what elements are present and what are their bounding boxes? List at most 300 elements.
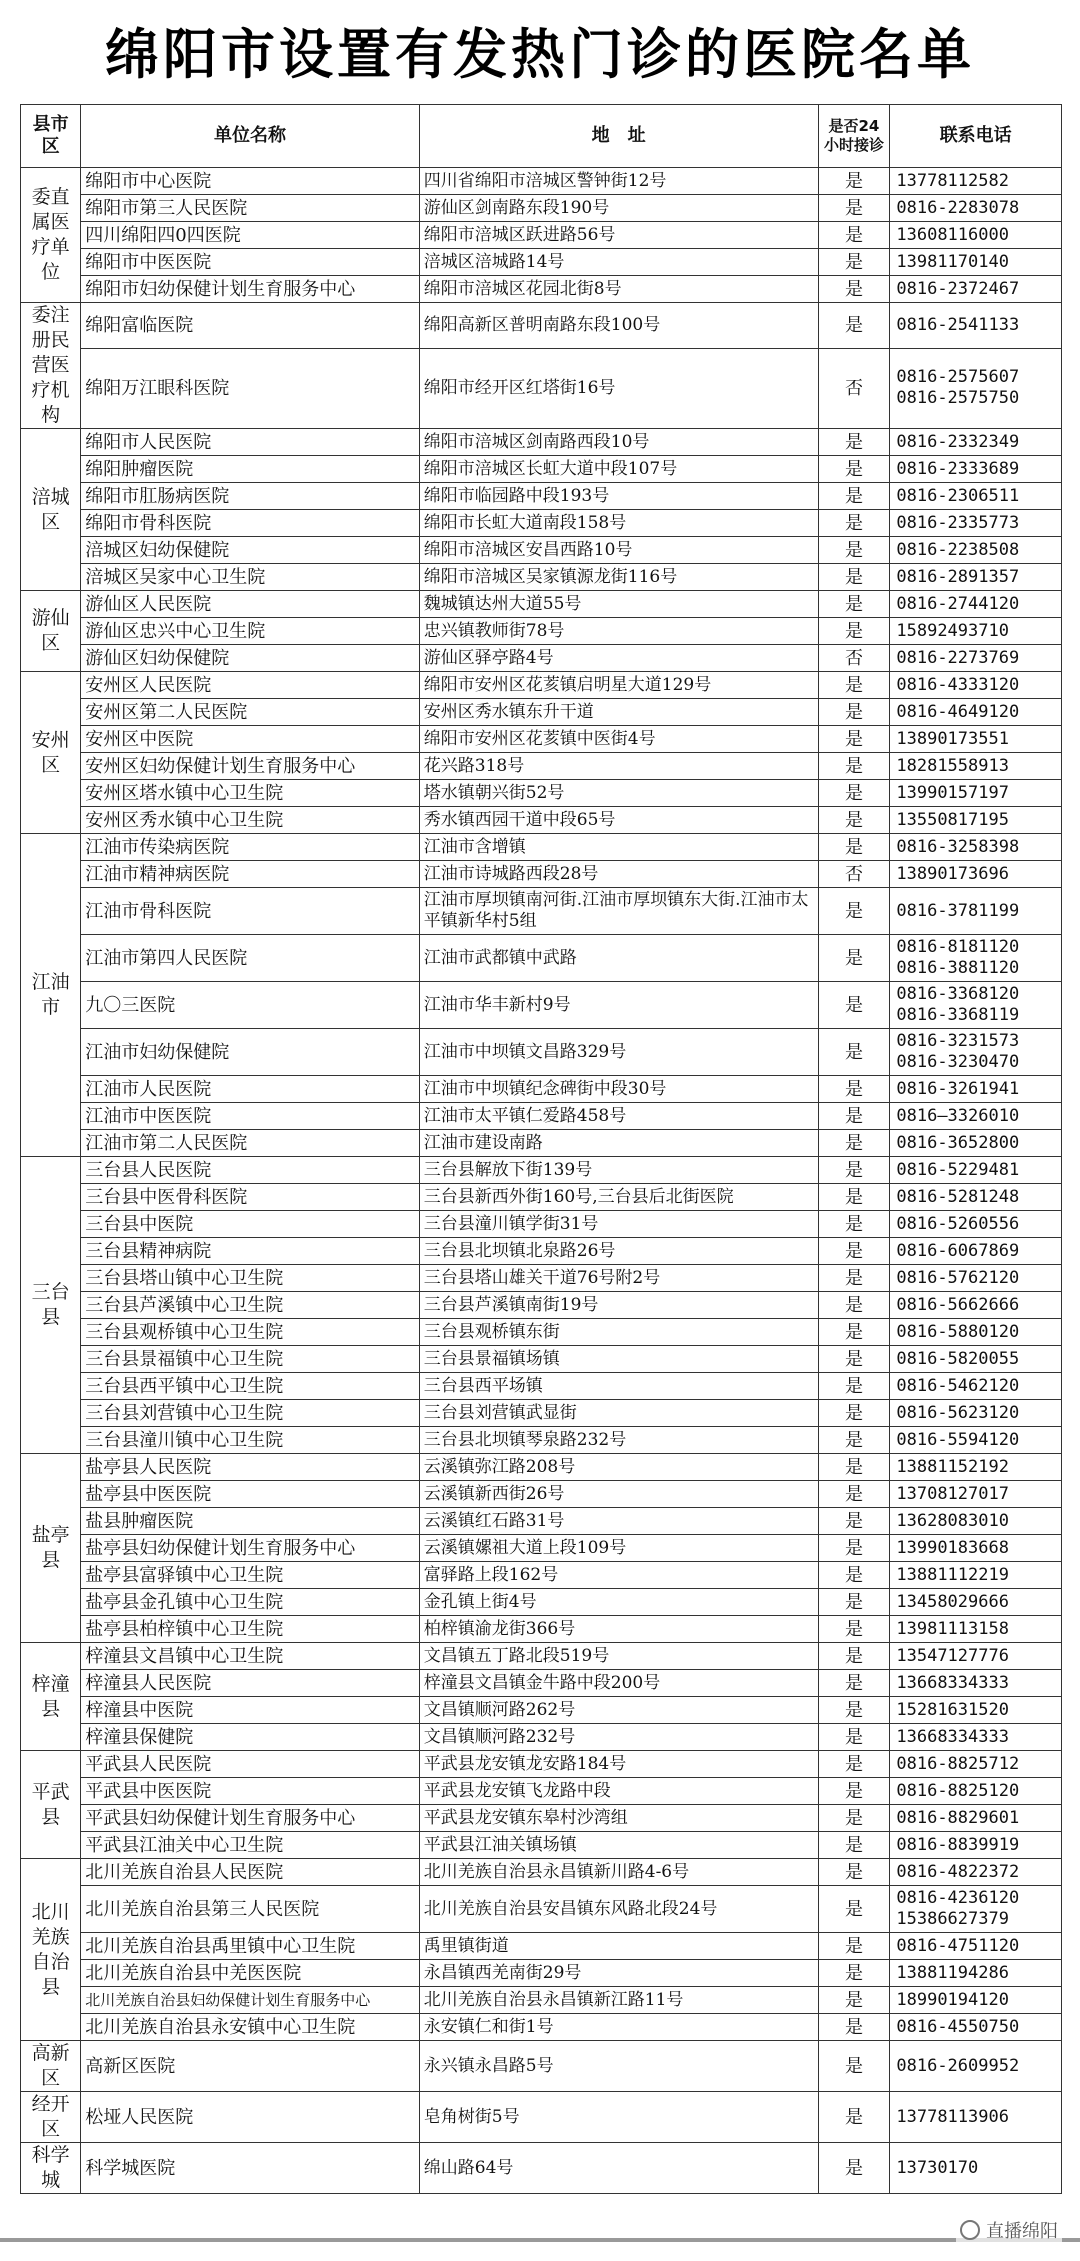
open24-cell: 是: [818, 1508, 890, 1535]
open24-cell: 是: [818, 510, 890, 537]
phone-cell: [890, 672, 1062, 699]
phone-number: 0816-8839919: [896, 1834, 1020, 1855]
open24-cell: 否: [818, 645, 890, 672]
phone-number: 0816-2306511: [896, 485, 1020, 506]
address-cell: 三台县潼川镇学街31号: [419, 1211, 818, 1238]
phone-cell: [890, 276, 1062, 303]
address-cell: 文昌镇顺河路232号: [419, 1724, 818, 1751]
table-row: [21, 1454, 1062, 1481]
table-row: [21, 1960, 1062, 1987]
open24-cell: 是: [818, 483, 890, 510]
phone-number: 0816-3258398: [896, 836, 1020, 857]
phone-number: 0816-3261941: [896, 1078, 1020, 1099]
phone-number: 15281631520: [896, 1699, 1009, 1720]
address-cell: 江油市诗城路西段28号: [419, 861, 818, 888]
unit-name-cell: 盐亭县富驿镇中心卫生院: [81, 1562, 419, 1589]
open24-cell: 是: [818, 1427, 890, 1454]
phone-cell: [890, 1886, 1062, 1933]
phone-number: 13668334333: [896, 1726, 1009, 1747]
phone-number: 13890173696: [896, 863, 1009, 884]
phone-number: 13778113906: [896, 2106, 1009, 2127]
phone-number: 13881152192: [896, 1456, 1009, 1477]
address-cell: 金孔镇上街4号: [419, 1589, 818, 1616]
table-row: [21, 249, 1062, 276]
county-cell: 游仙区: [21, 591, 81, 672]
phone-number: 0816-3781199: [896, 900, 1020, 921]
address-cell: 绵阳市长虹大道南段158号: [419, 510, 818, 537]
open24-cell: 是: [818, 2092, 890, 2143]
phone-number: 13668334333: [896, 1672, 1009, 1693]
phone-number: 0816-3231573: [896, 1031, 1020, 1051]
table-row: [21, 2014, 1062, 2041]
phone-number: 0816-2335773: [896, 512, 1020, 533]
address-cell: 江油市华丰新村9号: [419, 982, 818, 1029]
header-unit: 单位名称: [81, 105, 419, 168]
open24-cell: 是: [818, 456, 890, 483]
open24-cell: 是: [818, 1616, 890, 1643]
table-row: [21, 2143, 1062, 2194]
unit-name-cell: 游仙区忠兴中心卫生院: [81, 618, 419, 645]
phone-number: 13778112582: [896, 170, 1009, 191]
county-cell: 三台县: [21, 1157, 81, 1454]
phone-cell: [890, 982, 1062, 1029]
table-row: [21, 303, 1062, 349]
county-cell: 科学城: [21, 2143, 81, 2194]
phone-number: 0816-5762120: [896, 1267, 1020, 1288]
open24-cell: 是: [818, 1373, 890, 1400]
phone-number: 13881194286: [896, 1962, 1009, 1983]
table-row: [21, 2041, 1062, 2092]
address-cell: 永兴镇永昌路5号: [419, 2041, 818, 2092]
address-cell: 北川羌族自治县永昌镇新江路11号: [419, 1987, 818, 2014]
open24-cell: 是: [818, 1184, 890, 1211]
header-open24: 是否24小时接诊: [818, 105, 890, 168]
address-cell: 塔水镇朝兴街52号: [419, 780, 818, 807]
unit-name-cell: 江油市骨科医院: [81, 888, 419, 935]
phone-cell: [890, 429, 1062, 456]
table-row: [21, 1670, 1062, 1697]
county-cell: 梓潼县: [21, 1643, 81, 1751]
phone-cell: [890, 645, 1062, 672]
open24-cell: 是: [818, 1400, 890, 1427]
phone-number: 0816-4751120: [896, 1935, 1020, 1956]
phone-number: 0816-5281248: [896, 1186, 1020, 1207]
open24-cell: 是: [818, 168, 890, 195]
open24-cell: 是: [818, 1535, 890, 1562]
phone-number: 13458029666: [896, 1591, 1009, 1612]
phone-cell: [890, 699, 1062, 726]
unit-name-cell: 游仙区人民医院: [81, 591, 419, 618]
address-cell: 云溪镇嫘祖大道上段109号: [419, 1535, 818, 1562]
open24-cell: 是: [818, 2014, 890, 2041]
phone-cell: [890, 1987, 1062, 2014]
address-cell: 平武县龙安镇飞龙路中段: [419, 1778, 818, 1805]
table-row: [21, 429, 1062, 456]
unit-name-cell: 北川羌族自治县第三人民医院: [81, 1886, 419, 1933]
phone-number: 0816-2541133: [896, 314, 1020, 335]
unit-name-cell: 江油市传染病医院: [81, 834, 419, 861]
open24-cell: 是: [818, 222, 890, 249]
table-row: [21, 1292, 1062, 1319]
open24-cell: 是: [818, 618, 890, 645]
phone-cell: [890, 888, 1062, 935]
address-cell: 绵阳市涪城区花园北街8号: [419, 276, 818, 303]
table-row: [21, 1184, 1062, 1211]
unit-name-cell: 北川羌族自治县中羌医医院: [81, 1960, 419, 1987]
open24-cell: 是: [818, 699, 890, 726]
phone-number: 13730170: [896, 2157, 979, 2178]
phone-cell: [890, 1535, 1062, 1562]
unit-name-cell: 绵阳万江眼科医院: [81, 348, 419, 428]
phone-cell: [890, 1103, 1062, 1130]
phone-cell: [890, 834, 1062, 861]
phone-cell: [890, 1616, 1062, 1643]
table-row: [21, 1029, 1062, 1076]
address-cell: 江油市中坝镇文昌路329号: [419, 1029, 818, 1076]
table-row: [21, 672, 1062, 699]
county-cell: 高新区: [21, 2041, 81, 2092]
phone-number: 0816-8825120: [896, 1780, 1020, 1801]
open24-cell: 是: [818, 537, 890, 564]
phone-cell: [890, 303, 1062, 349]
phone-cell: [890, 1454, 1062, 1481]
address-cell: 北川羌族自治县安昌镇东风路北段24号: [419, 1886, 818, 1933]
phone-number: 0816-4822372: [896, 1861, 1020, 1882]
phone-number: 13708127017: [896, 1483, 1009, 1504]
unit-name-cell: 盐亭县人民医院: [81, 1454, 419, 1481]
table-row: [21, 1130, 1062, 1157]
open24-cell: 是: [818, 1130, 890, 1157]
unit-name-cell: 平武县人民医院: [81, 1751, 419, 1778]
open24-cell: 是: [818, 1157, 890, 1184]
address-cell: 云溪镇新西街26号: [419, 1481, 818, 1508]
phone-cell: [890, 1778, 1062, 1805]
phone-cell: [890, 726, 1062, 753]
bottom-divider: [0, 2238, 1080, 2242]
unit-name-cell: 涪城区吴家中心卫生院: [81, 564, 419, 591]
open24-cell: 是: [818, 2041, 890, 2092]
unit-name-cell: 九〇三医院: [81, 982, 419, 1029]
phone-number: 0816-8181120: [896, 937, 1020, 957]
address-cell: 忠兴镇教师街78号: [419, 618, 818, 645]
unit-name-cell: 平武县中医医院: [81, 1778, 419, 1805]
table-row: [21, 1481, 1062, 1508]
county-cell: 平武县: [21, 1751, 81, 1859]
unit-name-cell: 高新区医院: [81, 2041, 419, 2092]
table-row: [21, 1373, 1062, 1400]
phone-cell: [890, 1400, 1062, 1427]
phone-cell: [890, 456, 1062, 483]
phone-cell: [890, 1029, 1062, 1076]
table-row: [21, 1319, 1062, 1346]
address-cell: 秀水镇西园干道中段65号: [419, 807, 818, 834]
address-cell: 禹里镇街道: [419, 1933, 818, 1960]
unit-name-cell: 江油市人民医院: [81, 1076, 419, 1103]
phone-number: 0816-5820055: [896, 1348, 1020, 1369]
unit-name-cell: 盐亭县妇幼保健计划生育服务中心: [81, 1535, 419, 1562]
table-row: [21, 645, 1062, 672]
open24-cell: 是: [818, 1987, 890, 2014]
phone-cell: [890, 1508, 1062, 1535]
open24-cell: 是: [818, 672, 890, 699]
wechat-icon: [960, 2220, 980, 2240]
address-cell: 绵阳市安州区花荄镇中医街4号: [419, 726, 818, 753]
unit-name-cell: 科学城医院: [81, 2143, 419, 2194]
phone-number: 13550817195: [896, 809, 1009, 830]
phone-cell: [890, 2092, 1062, 2143]
phone-cell: [890, 1292, 1062, 1319]
watermark: [956, 2215, 1062, 2245]
open24-cell: 是: [818, 1670, 890, 1697]
county-cell: 委注册民营医疗机构: [21, 303, 81, 429]
open24-cell: 是: [818, 935, 890, 982]
open24-cell: 是: [818, 1029, 890, 1076]
phone-cell: [890, 780, 1062, 807]
address-cell: 游仙区剑南路东段190号: [419, 195, 818, 222]
address-cell: 绵阳高新区普明南路东段100号: [419, 303, 818, 349]
unit-name-cell: 绵阳市中心医院: [81, 168, 419, 195]
table-row: [21, 1697, 1062, 1724]
unit-name-cell: 北川羌族自治县永安镇中心卫生院: [81, 2014, 419, 2041]
table-row: [21, 1859, 1062, 1886]
open24-cell: 是: [818, 2143, 890, 2194]
table-row: [21, 222, 1062, 249]
address-cell: 三台县西平场镇: [419, 1373, 818, 1400]
unit-name-cell: 盐亭县中医医院: [81, 1481, 419, 1508]
phone-cell: [890, 1238, 1062, 1265]
phone-number: 13981170140: [896, 251, 1009, 272]
header-county: 县市区: [21, 105, 81, 168]
unit-name-cell: 梓潼县中医院: [81, 1697, 419, 1724]
unit-name-cell: 梓潼县人民医院: [81, 1670, 419, 1697]
phone-cell: [890, 1157, 1062, 1184]
phone-number: 0816-2744120: [896, 593, 1020, 614]
county-cell: 北川羌族自治县: [21, 1859, 81, 2041]
phone-cell: [890, 1832, 1062, 1859]
unit-name-cell: 涪城区妇幼保健院: [81, 537, 419, 564]
table-row: [21, 1886, 1062, 1933]
phone-number: 0816-4333120: [896, 674, 1020, 695]
open24-cell: 是: [818, 1562, 890, 1589]
table-row: [21, 564, 1062, 591]
address-cell: 绵山路64号: [419, 2143, 818, 2194]
unit-name-cell: 绵阳市肛肠病医院: [81, 483, 419, 510]
county-cell: 安州区: [21, 672, 81, 834]
open24-cell: 是: [818, 1724, 890, 1751]
table-row: [21, 1724, 1062, 1751]
phone-cell: [890, 1751, 1062, 1778]
open24-cell: 是: [818, 303, 890, 349]
unit-name-cell: 绵阳市妇幼保健计划生育服务中心: [81, 276, 419, 303]
phone-cell: [890, 1643, 1062, 1670]
unit-name-cell: 安州区人民医院: [81, 672, 419, 699]
page-title: 绵阳市设置有发热门诊的医院名单: [105, 22, 975, 86]
phone-cell: [890, 483, 1062, 510]
table-row: [21, 1805, 1062, 1832]
phone-number: 0816-4649120: [896, 701, 1020, 722]
address-cell: 江油市含增镇: [419, 834, 818, 861]
address-cell: 四川省绵阳市涪城区警钟街12号: [419, 168, 818, 195]
unit-name-cell: 三台县刘营镇中心卫生院: [81, 1400, 419, 1427]
unit-name-cell: 三台县潼川镇中心卫生院: [81, 1427, 419, 1454]
phone-cell: [890, 1481, 1062, 1508]
open24-cell: 是: [818, 1238, 890, 1265]
county-cell: 盐亭县: [21, 1454, 81, 1643]
open24-cell: 是: [818, 834, 890, 861]
phone-cell: [890, 1724, 1062, 1751]
open24-cell: 是: [818, 982, 890, 1029]
address-cell: 江油市厚坝镇南河街.江油市厚坝镇东大街.江油市太平镇新华村5组: [419, 888, 818, 935]
open24-cell: 是: [818, 195, 890, 222]
table-row: [21, 1211, 1062, 1238]
phone-number: 0816-5662666: [896, 1294, 1020, 1315]
address-cell: 三台县观桥镇东街: [419, 1319, 818, 1346]
open24-cell: 是: [818, 1076, 890, 1103]
address-cell: 三台县解放下街139号: [419, 1157, 818, 1184]
phone-number: 18990194120: [896, 1989, 1009, 2010]
open24-cell: 是: [818, 1319, 890, 1346]
unit-name-cell: 江油市中医医院: [81, 1103, 419, 1130]
header-phone: 联系电话: [890, 105, 1062, 168]
table-row: [21, 1832, 1062, 1859]
phone-cell: [890, 168, 1062, 195]
table-row: [21, 1103, 1062, 1130]
open24-cell: 是: [818, 1454, 890, 1481]
phone-number: 0816-6067869: [896, 1240, 1020, 1261]
unit-name-cell: 三台县中医骨科医院: [81, 1184, 419, 1211]
header-row: [21, 105, 1062, 168]
table-row: [21, 348, 1062, 428]
phone-number: 0816-2575607: [896, 367, 1020, 388]
phone-cell: [890, 935, 1062, 982]
table-row: [21, 753, 1062, 780]
unit-name-cell: 平武县江油关中心卫生院: [81, 1832, 419, 1859]
phone-number: 15892493710: [896, 620, 1009, 641]
unit-name-cell: 三台县精神病院: [81, 1238, 419, 1265]
phone-number: 0816-2891357: [896, 566, 1020, 587]
table-row: [21, 1751, 1062, 1778]
phone-number: 0816-5229481: [896, 1159, 1020, 1180]
open24-cell: 是: [818, 1346, 890, 1373]
table-row: [21, 888, 1062, 935]
table-row: [21, 1076, 1062, 1103]
address-cell: 涪城区涪城路14号: [419, 249, 818, 276]
open24-cell: 是: [818, 807, 890, 834]
phone-cell: [890, 807, 1062, 834]
address-cell: 绵阳市涪城区长虹大道中段107号: [419, 456, 818, 483]
table-row: [21, 834, 1062, 861]
phone-number: 0816-3881120: [896, 958, 1020, 978]
unit-name-cell: 北川羌族自治县禹里镇中心卫生院: [81, 1933, 419, 1960]
phone-cell: [890, 1130, 1062, 1157]
unit-name-cell: 盐亭县金孔镇中心卫生院: [81, 1589, 419, 1616]
phone-cell: [890, 1319, 1062, 1346]
unit-name-cell: 安州区妇幼保健计划生育服务中心: [81, 753, 419, 780]
phone-cell: [890, 753, 1062, 780]
table-row: [21, 1427, 1062, 1454]
phone-number: 18281558913: [896, 755, 1009, 776]
phone-cell: [890, 2041, 1062, 2092]
phone-cell: [890, 510, 1062, 537]
address-cell: 绵阳市涪城区跃进路56号: [419, 222, 818, 249]
unit-name-cell: 北川羌族自治县人民医院: [81, 1859, 419, 1886]
address-cell: 云溪镇弥江路208号: [419, 1454, 818, 1481]
table-row: [21, 2092, 1062, 2143]
unit-name-cell: 盐亭县柏梓镇中心卫生院: [81, 1616, 419, 1643]
unit-name-cell: 绵阳富临医院: [81, 303, 419, 349]
phone-cell: [890, 861, 1062, 888]
open24-cell: 是: [818, 753, 890, 780]
phone-number: 15386627379: [896, 1909, 1009, 1929]
unit-name-cell: 安州区塔水镇中心卫生院: [81, 780, 419, 807]
phone-number: 0816-5462120: [896, 1375, 1020, 1396]
table-row: [21, 1933, 1062, 1960]
phone-cell: [890, 1933, 1062, 1960]
phone-cell: [890, 1670, 1062, 1697]
county-cell: 涪城区: [21, 429, 81, 591]
table-row: [21, 1535, 1062, 1562]
address-cell: 绵阳市经开区红塔街16号: [419, 348, 818, 428]
address-cell: 永昌镇西羌南街29号: [419, 1960, 818, 1987]
phone-number: 0816-2332349: [896, 431, 1020, 452]
phone-number: 0816-5260556: [896, 1213, 1020, 1234]
phone-number: 0816-8825712: [896, 1753, 1020, 1774]
phone-cell: [890, 348, 1062, 428]
open24-cell: 否: [818, 348, 890, 428]
table-row: [21, 699, 1062, 726]
phone-number: 0816-2283078: [896, 197, 1020, 218]
phone-cell: [890, 1184, 1062, 1211]
county-cell: 经开区: [21, 2092, 81, 2143]
open24-cell: 是: [818, 1589, 890, 1616]
table-row: [21, 276, 1062, 303]
phone-cell: [890, 1562, 1062, 1589]
table-row: [21, 982, 1062, 1029]
phone-number: 0816-3230470: [896, 1052, 1020, 1072]
address-cell: 江油市太平镇仁爱路458号: [419, 1103, 818, 1130]
table-row: [21, 483, 1062, 510]
open24-cell: 是: [818, 1960, 890, 1987]
phone-number: 0816-2273769: [896, 647, 1020, 668]
open24-cell: 是: [818, 564, 890, 591]
open24-cell: 是: [818, 1805, 890, 1832]
address-cell: 绵阳市安州区花荄镇启明星大道129号: [419, 672, 818, 699]
unit-name-cell: 梓潼县保健院: [81, 1724, 419, 1751]
address-cell: 绵阳市临园路中段193号: [419, 483, 818, 510]
phone-cell: [890, 1373, 1062, 1400]
county-cell: 江油市: [21, 834, 81, 1157]
open24-cell: 是: [818, 1886, 890, 1933]
open24-cell: 是: [818, 1103, 890, 1130]
table-row: [21, 1987, 1062, 2014]
address-cell: 绵阳市涪城区吴家镇源龙街116号: [419, 564, 818, 591]
address-cell: 绵阳市涪城区剑南路西段10号: [419, 429, 818, 456]
table-row: [21, 1778, 1062, 1805]
address-cell: 三台县景福镇场镇: [419, 1346, 818, 1373]
phone-number: 13881112219: [896, 1564, 1009, 1585]
table-row: [21, 726, 1062, 753]
phone-cell: [890, 195, 1062, 222]
open24-cell: 是: [818, 1832, 890, 1859]
phone-cell: [890, 1076, 1062, 1103]
phone-cell: [890, 1265, 1062, 1292]
phone-cell: [890, 2014, 1062, 2041]
unit-name-cell: 盐县肿瘤医院: [81, 1508, 419, 1535]
phone-cell: [890, 1346, 1062, 1373]
header-address: 地 址: [419, 105, 818, 168]
address-cell: 梓潼县文昌镇金牛路中段200号: [419, 1670, 818, 1697]
phone-number: 13608116000: [896, 224, 1009, 245]
